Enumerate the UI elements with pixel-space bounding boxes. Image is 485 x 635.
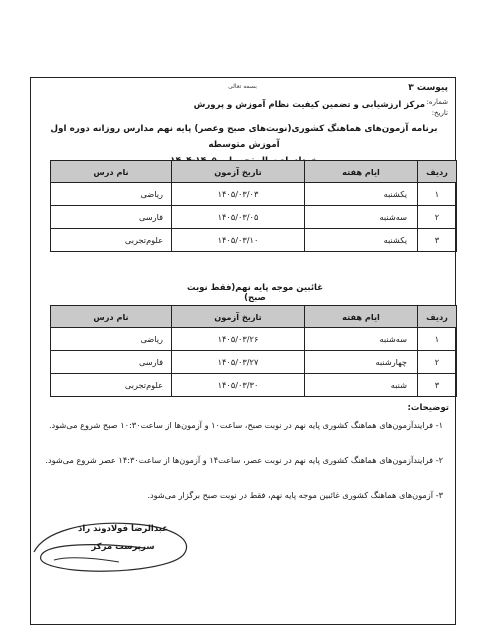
program-title-line1: برنامه آزمون‌های هماهنگ کشوری(نوبت‌های صبح وعصر) پایه نهم مدارس روزانه دوره اول آموزش متوسطه — [50, 124, 438, 150]
cell-day: یکشنبه — [305, 183, 418, 206]
col-header-date: تاریخ آزمون — [172, 306, 305, 328]
cell-date: ۱۴۰۵/۰۳/۲۶ — [172, 328, 305, 351]
note-item: ۲- فرایندآزمون‌های هماهنگ کشوری پایه نهم در نوبت عصر، ساعت۱۴ و آزمون‌ها از ساعت۱۴:۳۰ عصر شروع می‌شود. — [45, 455, 443, 465]
cell-day: یکشنبه — [305, 229, 418, 252]
exam-schedule-table — [50, 160, 457, 252]
number-label: شماره: — [426, 98, 448, 106]
cell-day: چهارشنبه — [305, 351, 418, 374]
date-label: تاریخ: — [431, 109, 448, 117]
table-row — [51, 374, 457, 397]
table-header-row — [51, 161, 457, 183]
cell-date: ۱۴۰۵/۰۳/۳۰ — [172, 374, 305, 397]
signature-block — [58, 520, 188, 556]
cell-subject: علوم‌تجربی — [51, 374, 172, 397]
cell-date: ۱۴۰۵/۰۳/۰۵ — [172, 206, 305, 229]
cell-date: ۱۴۰۵/۰۳/۲۷ — [172, 351, 305, 374]
attachment-label: پیوست ۳ — [408, 83, 448, 93]
cell-day: شنبه — [305, 374, 418, 397]
cell-subject: ریاضی — [51, 183, 172, 206]
note-item: ۳- آزمون‌های هماهنگ کشوری غائبین موجه پایه نهم، فقط در نوبت صبح برگزار می‌شود. — [147, 490, 443, 500]
cell-date: ۱۴۰۵/۰۳/۰۳ — [172, 183, 305, 206]
table-row — [51, 328, 457, 351]
cell-row: ۳ — [418, 229, 457, 252]
org-title: مرکز ارزشیابی و تضمین کیفیت نظام آموزش و پرورش — [193, 100, 425, 110]
absentees-schedule-table — [50, 305, 457, 397]
table-row — [51, 351, 457, 374]
col-header-subject: نام درس — [51, 161, 172, 183]
cell-row: ۱ — [418, 328, 457, 351]
cell-subject: فارسی — [51, 351, 172, 374]
table-row — [51, 183, 457, 206]
table-row — [51, 206, 457, 229]
cell-subject: علوم‌تجربی — [51, 229, 172, 252]
cell-row: ۱ — [418, 183, 457, 206]
table-row — [51, 229, 457, 252]
absentees-heading: غائبین موجه پایه نهم(فقط نوبت صبح) — [186, 283, 324, 303]
col-header-date: تاریخ آزمون — [172, 161, 305, 183]
cell-date: ۱۴۰۵/۰۳/۱۰ — [172, 229, 305, 252]
cell-subject: فارسی — [51, 206, 172, 229]
col-header-row: ردیف — [418, 306, 457, 328]
signer-name: عبدالرضا فولادوند راد — [77, 524, 169, 534]
col-header-subject: نام درس — [51, 306, 172, 328]
col-header-row: ردیف — [418, 161, 457, 183]
cell-day: سه‌شنبه — [305, 206, 418, 229]
col-header-day: ایام هفته — [305, 161, 418, 183]
note-item: ۱- فرایندآزمون‌های هماهنگ کشوری پایه نهم در نوبت صبح، ساعت۱۰ و آزمون‌ها از ساعت۱۰:۳۰ صبح شروع می‌شود. — [48, 420, 443, 430]
cell-day: سه‌شنبه — [305, 328, 418, 351]
col-header-day: ایام هفته — [305, 306, 418, 328]
cell-row: ۲ — [418, 206, 457, 229]
bismillah: بسمه تعالی — [228, 83, 257, 90]
table-header-row — [51, 306, 457, 328]
cell-row: ۲ — [418, 351, 457, 374]
signer-role: سرپرست مرکز — [91, 542, 155, 552]
cell-row: ۳ — [418, 374, 457, 397]
notes-title: توضیحات: — [407, 403, 449, 413]
cell-subject: ریاضی — [51, 328, 172, 351]
